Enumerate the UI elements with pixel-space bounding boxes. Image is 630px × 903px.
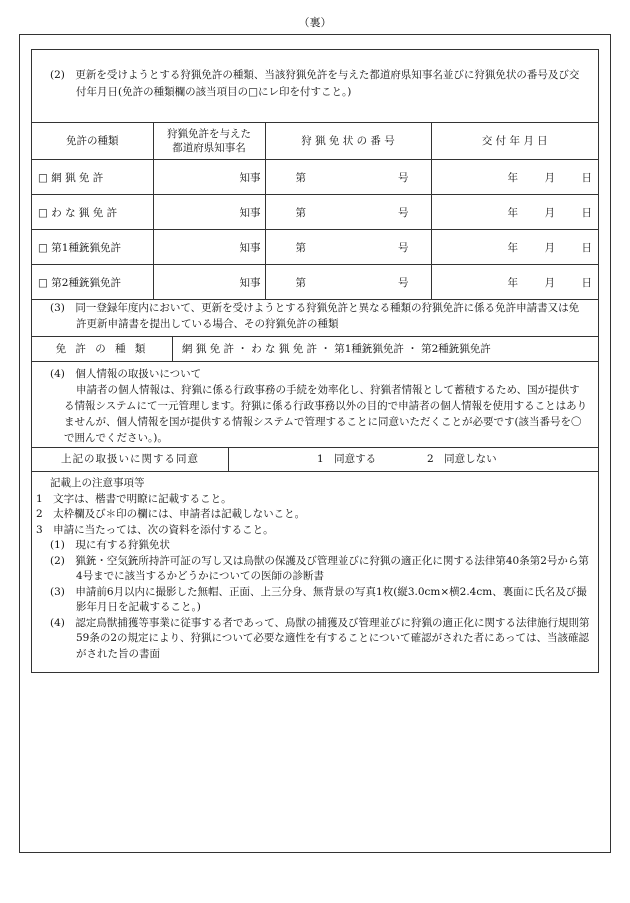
form-inner-frame xyxy=(31,49,599,673)
note-item: 3 申請に当たっては、次の資料を添付すること。 xyxy=(36,523,274,536)
issue-date-field[interactable]: 年 月 日 xyxy=(431,195,598,230)
section-4-body: 申請者の個人情報は、狩猟に係る行政事務の手続を効率化し、狩猟者情報として蓄積するため、国が提供する情報システムにて一元管理します。狩猟に係る行政事務以外の目的で申請者の個人情報を使用することはありませんが、個人情報を国が提供する情報システムで管理することに同意いただくことが必要です(該当番号を〇で囲んでください。)。 xyxy=(64,384,588,444)
note-subitem: (2) 猟銃・空気銃所持許可証の写し又は鳥獣の保護及び管理並びに狩猟の適正化に関する法律第40条第2号から第4号までに該当するかどうかについての医師の診断書 xyxy=(50,554,589,582)
form-outer-frame xyxy=(19,34,611,853)
license-number-field[interactable]: 第 号 xyxy=(265,265,431,300)
license-number-field[interactable]: 第 号 xyxy=(265,230,431,265)
notes-section xyxy=(32,472,598,662)
consent-option-agree[interactable]: 1 同意する xyxy=(317,453,377,465)
header-number: 狩 猟 免 状 の 番 号 xyxy=(265,123,431,160)
table-row xyxy=(32,230,598,265)
section-2-line-2: 号及び交付年月日(免許の種類欄の該当項目の□にレ印を付すこと。) xyxy=(76,69,580,98)
governor-field[interactable]: 知事 xyxy=(153,160,265,195)
header-governor: 狩猟免許を与えた 都道府県知事名 xyxy=(153,123,265,160)
kind-checkbox-gun-2[interactable]: □ 第2種銃猟免許 xyxy=(32,265,153,300)
section-3-instructions xyxy=(32,295,598,337)
license-table xyxy=(32,123,598,300)
consent-label: 上記の取扱いに関する同意 xyxy=(32,448,229,471)
governor-field[interactable]: 知事 xyxy=(153,265,265,300)
governor-field[interactable]: 知事 xyxy=(153,195,265,230)
section-4-privacy xyxy=(32,362,598,448)
section-2-instructions xyxy=(32,50,598,123)
note-subitem: (4) 認定鳥獣捕獲等事業に従事する者であって、鳥獣の捕獲及び管理並びに狩猟の適正化に関する法律施行規則第59条の2の規定により、狩猟について必要な適性を有することについて確認がされた者にあっては、当該確認がされた旨の書面 xyxy=(50,616,590,660)
consent-option-disagree[interactable]: 2 同意しない xyxy=(427,453,497,465)
section-2-text xyxy=(50,67,588,101)
license-number-field[interactable]: 第 号 xyxy=(265,160,431,195)
section-4-title: (4) 個人情報の取扱いについて xyxy=(50,368,202,380)
notes-title: 記載上の注意事項等 xyxy=(50,477,145,489)
page-title: （裏） xyxy=(298,16,332,29)
note-subitem: (3) 申請前6月以内に撮影した無帽、正面、上三分身、無背景の写真1枚(縦3.0cm×横2.4cm、裏面に氏名及び撮影年月日を記載すること。) xyxy=(50,585,587,613)
kind-checkbox-trap[interactable]: □ わ な 猟 免 許 xyxy=(32,195,153,230)
header-kind: 免許の種類 xyxy=(32,123,153,160)
consent-row xyxy=(32,448,598,472)
license-table-header xyxy=(32,123,598,160)
license-kinds-label: 免 許 の 種 類 xyxy=(32,337,173,361)
other-license-kinds-row xyxy=(32,337,598,362)
section-3-text xyxy=(50,300,588,332)
table-row xyxy=(32,195,598,230)
kind-checkbox-gun-1[interactable]: □ 第1種銃猟免許 xyxy=(32,230,153,265)
issue-date-field[interactable]: 年 月 日 xyxy=(431,230,598,265)
section-3-line-2: 書又は免許更新申請書を提出している場合、その狩猟免許の種類 xyxy=(76,302,580,330)
note-item: 2 太枠欄及び＊印の欄には、申請者は記載しないこと。 xyxy=(36,508,306,520)
section-3-line-1: (3) 同一登録年度内において、更新を受けようとする狩猟免許と異なる種類の狩猟免許に係る免許申請 xyxy=(50,302,538,314)
governor-field[interactable]: 知事 xyxy=(153,230,265,265)
issue-date-field[interactable]: 年 月 日 xyxy=(431,265,598,300)
note-item: 1 文字は、楷書で明瞭に記載すること。 xyxy=(36,492,232,505)
issue-date-field[interactable]: 年 月 日 xyxy=(431,160,598,195)
license-kinds-options[interactable]: 網 猟 免 許 ・ わ な 猟 免 許 ・ 第1種銃猟免許 ・ 第2種銃猟免許 xyxy=(182,343,491,355)
table-row xyxy=(32,160,598,195)
section-2-line-1: (2) 更新を受けようとする狩猟免許の種類、当該狩猟免許を与えた都道府県知事名並びに狩猟免状の番 xyxy=(50,69,538,81)
license-number-field[interactable]: 第 号 xyxy=(265,195,431,230)
header-date: 交 付 年 月 日 xyxy=(431,123,598,160)
kind-checkbox-net[interactable]: □ 網 猟 免 許 xyxy=(32,160,153,195)
note-subitem: (1) 現に有する狩猟免状 xyxy=(50,539,170,551)
